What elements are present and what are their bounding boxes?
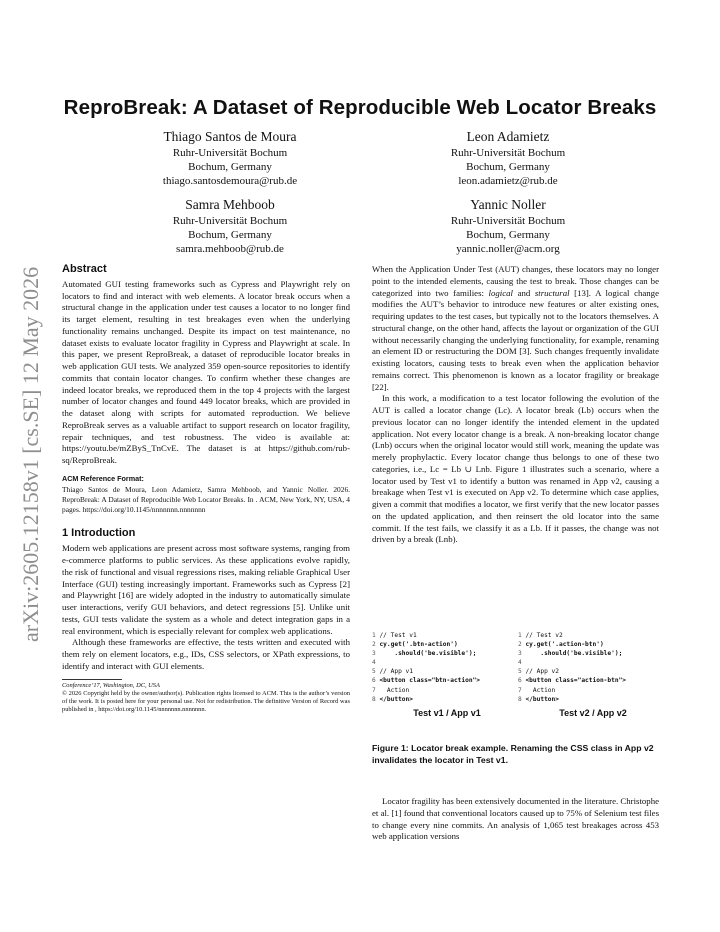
code-line	[372, 667, 480, 676]
line-number: 3	[518, 650, 526, 658]
line-number: 6	[518, 677, 526, 685]
term-structural: structural	[534, 287, 570, 298]
code-line	[518, 658, 626, 667]
code-text: .should('be.visible');	[525, 650, 623, 658]
author-location: Bochum, Germany	[188, 229, 272, 241]
line-number: 8	[518, 695, 526, 703]
author-affiliation: Ruhr-Universität Bochum	[450, 215, 566, 227]
code-text: cy.get('.btn-action')	[379, 641, 458, 649]
line-number: 2	[372, 641, 380, 649]
copyright-notice: © 2026 Copyright held by the owner/author(s). Publication rights licensed to ACM. This is the author’s version of the work. It is posted here for your personal use. Not for redistribution. The definitive Version of Record was published in , https://doi.org/10.1145/nnnnnnn.nnnnnnn.	[62, 689, 350, 714]
code-text: Action	[525, 686, 556, 694]
author-name: Thiago Santos de Moura	[163, 129, 297, 144]
text-span: and	[512, 287, 535, 298]
right-column-bottom	[372, 796, 659, 843]
code-line	[372, 695, 480, 704]
author-name: Samra Mehboob	[185, 197, 275, 212]
left-column	[62, 264, 350, 714]
code-line	[518, 686, 626, 695]
text-span: [13]. A logical change modifies the AUT’s behavior to introduce new features or alter existing ones, requiring updates to the test cases, but typically not to the locators themselves. A structural change, on the other hand, affects the layout or organization of the GUI without necessarily changing the underlying functionality, for example, renaming an element ID or restructuring the DOM [3]. Such changes frequently invalidate existing locators, causing tests to break even when the application behavior remains correct. This phenomenon is known as a locator fragility or breakage [22].	[372, 287, 659, 392]
author-block	[100, 128, 360, 188]
line-number: 1	[518, 632, 526, 639]
code-text: </button>	[379, 695, 413, 703]
code-text: // Test v2	[525, 632, 563, 639]
author-email[interactable]: samra.mehboob@rub.de	[176, 243, 284, 255]
abstract-text: Automated GUI testing frameworks such as Cypress and Playwright rely on locators to find and interact with web elements. A locator break occurs when a structural change in the application under test causes a locator to no longer find its target element, resulting in test breakages even when the underlying functionality remains unchanged. Despite its impact on test maintenance, no dataset exists to evaluate locator fragility in Cypress and Playwright at scale. In this paper, we present ReproBreak, a dataset of reproducible locator breaks in web application GUI tests. We analyzed 359 open-source repositories to identify commits that contain locator changes. To confirm whether these changes are indeed locator breaks, we reproduced them in the top 4 projects with the largest number of locator changes and found 449 locator breaks, which are provided in the dataset along with scripts for automated reproduction. We believe ReproBreak serves as a valuable artifact to support research on locator fragility, repair techniques, and test robustness. The video is available at: https://youtu.be/mZByS_TnCvE. The dataset is at https://github.com/rub-sq/ReproBreak.	[62, 278, 350, 465]
code-line	[518, 640, 626, 649]
line-number: 5	[518, 668, 526, 676]
code-listing-v2	[518, 631, 626, 704]
figure-caption: Figure 1: Locator break example. Renaming the CSS class in App v2 invalidates the locator in Test v1.	[372, 743, 654, 765]
author-email[interactable]: leon.adamietz@rub.de	[458, 175, 558, 187]
acm-reference-text: Thiago Santos de Moura, Leon Adamietz, Samra Mehboob, and Yannic Noller. 2026. ReproBreak: A Dataset of Reproducible Web Locator Breaks. In . ACM, New York, NY, USA, 4 pages. https://doi.org/10.1145/nnnnnnn.nnnnnnn	[62, 484, 350, 514]
body-paragraph	[372, 264, 659, 393]
code-text: Action	[379, 686, 410, 694]
code-text: // Test v1	[379, 632, 417, 639]
code-text: </button>	[525, 695, 559, 703]
code-line	[518, 631, 626, 640]
line-number: 6	[372, 677, 380, 685]
author-name: Yannic Noller	[470, 197, 546, 212]
author-affiliation: Ruhr-Universität Bochum	[172, 147, 288, 159]
author-location: Bochum, Germany	[466, 161, 550, 173]
body-paragraph: Locator fragility has been extensively documented in the literature. Christophe et al. [1] found that conventional locators caused up to 75% of Selenium test files to change every nine commits. An analysis of 1,065 test breakages across 453 web application versions	[372, 796, 660, 842]
code-listing-v1	[372, 631, 480, 704]
code-text: // App v2	[525, 668, 559, 676]
conference-venue: Conference’17, Washington, DC, USA	[62, 681, 160, 689]
section-heading-introduction: 1 Introduction	[62, 526, 136, 539]
paper-title: ReproBreak: A Dataset of Reproducible Web Locator Breaks	[63, 96, 657, 119]
term-logical: logical	[488, 287, 513, 298]
code-line	[372, 658, 480, 667]
code-line	[372, 649, 480, 658]
line-number: 7	[372, 686, 380, 694]
author-block	[378, 196, 638, 256]
code-label-v2: Test v2 / App v2	[559, 708, 627, 718]
line-number: 3	[372, 650, 380, 658]
line-number: 4	[518, 659, 526, 667]
intro-paragraph: Although these frameworks are effective, the tests written and executed with them rely on element locators, e.g., IDs, CSS selectors, or XPath expressions, to identify and interact with GUI elements.	[62, 637, 350, 671]
line-number: 8	[372, 695, 380, 703]
author-name: Leon Adamietz	[466, 129, 550, 144]
code-line	[518, 695, 626, 704]
code-label-v1: Test v1 / App v1	[413, 708, 481, 718]
author-location: Bochum, Germany	[466, 229, 550, 241]
line-number: 5	[372, 668, 380, 676]
code-text: <button class="action-btn">	[525, 677, 627, 685]
code-text: <button class="btn-action">	[379, 677, 481, 685]
line-number: 7	[518, 686, 526, 694]
line-number: 1	[372, 632, 380, 639]
acm-reference-heading: ACM Reference Format:	[62, 473, 144, 483]
author-email[interactable]: thiago.santosdemoura@rub.de	[162, 175, 298, 187]
code-line	[518, 667, 626, 676]
code-text: // App v1	[379, 668, 413, 676]
code-line	[518, 649, 626, 658]
line-number: 2	[518, 641, 526, 649]
body-paragraph: In this work, a modification to a test locator following the evolution of the AUT is called a locator change (Lc). A locator break (Lb) occurs when the previous locator can no longer identify the intended element in the updated application. Not every locator change is a break. A non-breaking locator change (Lnb) occurs when the original locator would still work, meaning the update was merely prophylactic. Every locator change thus belongs to one of these two categories, i.e., Lc = Lb ∪ Lnb. Figure 1 illustrates such a scenario, where a locator used by Test v1 to identify a button was renamed in App v2, causing a breakage when Test v1 is executed on App v2. To determine which case applies, given a commit that modifies a locator, we first verify that the new locator passes on the updated application, and then reinsert the old locator into the same commit. If the test fails, we classify it as a Lb. If it passes, the change was not driven by a break (Lnb).	[372, 393, 659, 545]
author-block	[100, 196, 360, 256]
code-line	[518, 676, 626, 685]
code-line	[372, 640, 480, 649]
author-block	[378, 128, 638, 188]
right-column-top	[372, 264, 659, 546]
footnote-rule	[62, 679, 122, 680]
intro-paragraph: Modern web applications are present across most software systems, ranging from e-commerce platforms to public services. As these applications evolve rapidly, the risk of functional and visual regressions rises, making reliable Graphical User Interface (GUI) testing increasingly important. Frameworks such as Cypress [2] and Playwright [16] are widely adopted in the industry to automatically simulate user interactions, verify GUI behaviors, and detect regressions [5]. Unlike unit tests, GUI tests validate the system as a whole and detect integration gaps in a real environment, which is especially relevant for complex web applications.	[62, 543, 350, 636]
code-line	[372, 676, 480, 685]
arxiv-stamp	[0, 250, 62, 650]
author-affiliation: Ruhr-Universität Bochum	[172, 215, 288, 227]
line-number: 4	[372, 659, 380, 667]
text-span: When the Application Under Test (AUT) changes, these locators may no longer point to the intended elements, causing the test to break. Those changes can be categorized into two families:	[372, 264, 659, 298]
arxiv-id: arXiv:2605.12158v1 [cs.SE] 12 May 2026	[18, 266, 43, 642]
code-text: .should('be.visible');	[379, 650, 477, 658]
abstract-heading: Abstract	[62, 263, 107, 275]
code-line	[372, 686, 480, 695]
code-text: cy.get('.action-btn')	[525, 641, 604, 649]
author-location: Bochum, Germany	[188, 161, 272, 173]
author-affiliation: Ruhr-Universität Bochum	[450, 147, 566, 159]
code-line	[372, 631, 480, 640]
author-email[interactable]: yannic.noller@acm.org	[456, 243, 560, 255]
